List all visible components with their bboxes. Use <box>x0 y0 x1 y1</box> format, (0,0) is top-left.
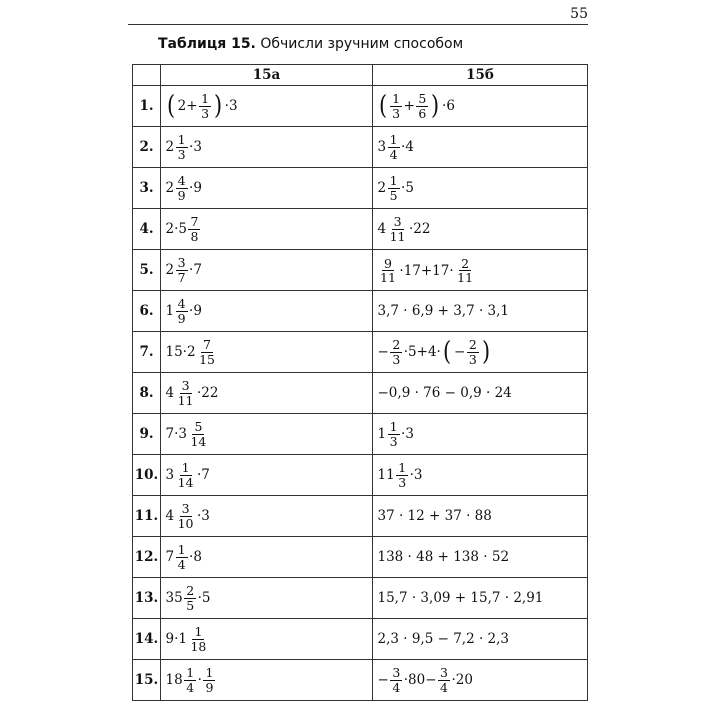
fraction-denominator: 3 <box>468 351 477 367</box>
row-number: 12. <box>133 537 161 578</box>
expression-text: ·3 <box>224 98 238 114</box>
parenthesis: ( <box>443 337 452 367</box>
expression-cell-15b <box>373 209 588 250</box>
fraction-denominator: 4 <box>440 679 448 695</box>
expression-text: 1 <box>165 303 175 319</box>
fraction-numerator: 4 <box>177 173 186 189</box>
math-expression <box>377 215 431 242</box>
fraction-numerator: 2 <box>468 337 477 353</box>
parenthesis: ) <box>214 91 223 121</box>
fraction-denominator: 3 <box>389 433 398 449</box>
expression-text: − <box>377 344 389 360</box>
math-expression <box>165 92 238 119</box>
expression-text: ·8 <box>189 549 202 565</box>
fraction-denominator: 4 <box>392 679 401 695</box>
expression-text: ·5 <box>197 590 211 606</box>
fraction-denominator: 3 <box>177 146 186 162</box>
expression-cell-15b <box>373 496 588 537</box>
fraction-denominator: 9 <box>205 679 214 695</box>
expression-text: ·4 <box>401 139 414 155</box>
math-expression <box>165 543 202 570</box>
expression-cell-15a <box>161 496 373 537</box>
expression-cell-15a <box>161 373 373 414</box>
fraction <box>199 92 211 119</box>
fraction <box>188 420 208 447</box>
row-number: 10. <box>133 455 161 496</box>
header-number <box>133 65 161 86</box>
fraction-denominator: 5 <box>389 187 398 203</box>
fraction-numerator: 3 <box>440 665 448 681</box>
row-number: 1. <box>133 86 161 127</box>
fraction-numerator: 2 <box>186 583 195 599</box>
fraction-denominator: 11 <box>380 270 396 285</box>
row-number: 8. <box>133 373 161 414</box>
expression-text: 2 <box>165 262 175 278</box>
fraction <box>388 174 400 201</box>
fraction <box>188 215 200 242</box>
table-row <box>133 168 588 209</box>
expression-cell-15b <box>373 414 588 455</box>
fraction <box>378 257 398 284</box>
expression-text: ·3 <box>409 467 423 483</box>
fraction <box>390 92 402 119</box>
fraction-numerator: 4 <box>177 296 186 312</box>
fraction-denominator: 9 <box>177 187 186 203</box>
fraction-numerator: 2 <box>392 337 401 353</box>
expression-cell-15a <box>161 127 373 168</box>
expression-text: 1 <box>377 426 387 442</box>
math-expression <box>377 590 544 606</box>
expression-text: 15,7 · 3,09 + 15,7 · 2,91 <box>377 590 544 606</box>
fraction-denominator: 7 <box>177 269 186 285</box>
fraction <box>176 133 188 160</box>
fraction <box>388 215 408 242</box>
row-number: 15. <box>133 660 161 701</box>
math-expression <box>377 338 492 365</box>
expression-text: 4 <box>165 508 175 524</box>
expression-text: 2 <box>165 139 175 155</box>
row-number: 11. <box>133 496 161 537</box>
math-expression <box>165 379 219 406</box>
expression-text: ·9 <box>189 303 202 319</box>
table-row <box>133 537 588 578</box>
math-expression <box>377 420 414 447</box>
expression-cell-15a <box>161 168 373 209</box>
expression-text: 2·5 <box>165 221 187 237</box>
math-expression <box>377 549 510 565</box>
math-expression <box>165 461 210 488</box>
math-expression <box>165 256 202 283</box>
math-expression <box>377 257 476 284</box>
table-header-row <box>133 65 588 86</box>
expression-cell-15b <box>373 455 588 496</box>
fraction <box>203 666 215 693</box>
table-title-label: Таблиця 15. <box>158 36 256 52</box>
row-number: 13. <box>133 578 161 619</box>
math-expression <box>165 174 202 201</box>
math-expression <box>165 420 209 447</box>
fraction-denominator: 3 <box>392 105 401 121</box>
fraction <box>438 666 450 693</box>
expression-cell-15a <box>161 619 373 660</box>
fraction-denominator: 5 <box>186 597 195 613</box>
parenthesis: ) <box>481 337 490 367</box>
fraction <box>390 666 402 693</box>
fraction-denominator: 14 <box>190 433 207 449</box>
fraction <box>176 461 196 488</box>
expression-text: 11 <box>377 467 395 483</box>
parenthesis: ( <box>167 91 176 121</box>
expression-cell-15a <box>161 578 373 619</box>
fraction <box>184 666 196 693</box>
fraction-numerator: 2 <box>461 255 470 271</box>
expression-text: 2,3 · 9,5 − 7,2 · 2,3 <box>377 631 510 647</box>
expression-text: ·3 <box>189 139 202 155</box>
math-expression <box>165 584 211 611</box>
row-number: 6. <box>133 291 161 332</box>
expression-cell-15b <box>373 250 588 291</box>
math-expression <box>165 297 202 324</box>
header-rule <box>128 24 588 25</box>
table-row <box>133 86 588 127</box>
table-title <box>158 36 463 52</box>
expression-text: ·80− <box>403 672 437 688</box>
fraction <box>176 256 188 283</box>
row-number: 4. <box>133 209 161 250</box>
expression-text: ·9 <box>189 180 202 196</box>
fraction-numerator: 1 <box>389 419 398 435</box>
math-expression <box>377 174 414 201</box>
header-15a: 15а <box>161 65 373 86</box>
fraction-denominator: 3 <box>392 351 401 367</box>
expression-text: 4 <box>165 385 175 401</box>
fraction <box>197 338 217 365</box>
expression-text: ·20 <box>451 672 473 688</box>
expression-cell-15a <box>161 537 373 578</box>
expression-text: ·5+4· <box>403 344 441 360</box>
row-number: 2. <box>133 127 161 168</box>
math-expression <box>377 666 473 693</box>
table-row <box>133 291 588 332</box>
expression-text: 4 <box>377 221 387 237</box>
math-expression <box>165 133 202 160</box>
fraction <box>188 625 208 652</box>
expression-text: −0,9 · 76 − 0,9 · 24 <box>377 385 512 401</box>
fraction-numerator: 1 <box>389 173 398 189</box>
fraction-denominator: 9 <box>177 310 186 326</box>
fraction-numerator: 1 <box>398 460 407 476</box>
expression-cell-15a <box>161 414 373 455</box>
fraction-numerator: 1 <box>392 91 401 107</box>
fraction-denominator: 4 <box>186 679 195 695</box>
fraction-numerator: 3 <box>181 378 190 394</box>
math-expression <box>165 625 209 652</box>
fraction-numerator: 1 <box>205 665 214 681</box>
expression-cell-15b <box>373 127 588 168</box>
fraction-denominator: 8 <box>190 228 199 244</box>
fraction-numerator: 5 <box>418 91 427 107</box>
expression-text: ·22 <box>197 385 219 401</box>
row-number: 14. <box>133 619 161 660</box>
table-row <box>133 619 588 660</box>
fraction-numerator: 1 <box>186 665 195 681</box>
table-row <box>133 127 588 168</box>
math-expression <box>377 508 492 524</box>
expression-text: ·6 <box>442 98 455 114</box>
expression-text: ·5 <box>401 180 414 196</box>
fraction <box>176 297 188 324</box>
table-title-text: Обчисли зручним способом <box>255 36 464 52</box>
fraction <box>176 379 196 406</box>
expression-text: − <box>377 672 389 688</box>
fraction-denominator: 11 <box>177 392 194 408</box>
fraction <box>176 543 188 570</box>
expression-text: ·7 <box>189 262 202 278</box>
fraction-numerator: 3 <box>181 501 190 517</box>
expression-text: 9·1 <box>165 631 187 647</box>
math-expression <box>377 92 455 119</box>
fraction-numerator: 1 <box>181 460 190 476</box>
expression-text: ·17+17· <box>399 262 454 279</box>
expression-text: 18 <box>165 672 183 688</box>
expression-text: 3 <box>165 467 175 483</box>
fraction-numerator: 1 <box>194 624 203 640</box>
expression-cell-15b <box>373 291 588 332</box>
expression-text: − <box>454 344 466 360</box>
expression-text: 37 · 12 + 37 · 88 <box>377 508 492 524</box>
table-body <box>133 86 588 701</box>
expression-cell-15b <box>373 373 588 414</box>
expression-cell-15a <box>161 455 373 496</box>
fraction <box>467 338 479 365</box>
math-expression <box>165 666 216 693</box>
expression-cell-15a <box>161 332 373 373</box>
expression-text: ·22 <box>409 221 431 237</box>
fraction <box>416 92 428 119</box>
fraction-numerator: 7 <box>203 337 211 353</box>
expression-cell-15a <box>161 291 373 332</box>
fraction-denominator: 4 <box>177 556 186 572</box>
fraction-numerator: 3 <box>392 665 401 681</box>
exercise-table <box>132 64 588 701</box>
fraction-denominator: 4 <box>389 146 398 162</box>
expression-text: ·3 <box>197 508 210 524</box>
math-expression <box>377 303 510 319</box>
expression-cell-15b <box>373 332 588 373</box>
fraction-numerator: 1 <box>177 132 186 148</box>
math-expression <box>377 631 510 647</box>
fraction <box>176 502 196 529</box>
expression-cell-15b <box>373 619 588 660</box>
fraction <box>184 584 196 611</box>
parenthesis: ( <box>379 91 388 121</box>
fraction-numerator: 7 <box>190 214 199 230</box>
expression-text: 2 <box>165 180 175 196</box>
math-expression <box>377 385 512 401</box>
fraction-denominator: 6 <box>418 105 427 121</box>
expression-cell-15b <box>373 578 588 619</box>
expression-cell-15a <box>161 86 373 127</box>
row-number: 7. <box>133 332 161 373</box>
math-expression <box>165 338 218 365</box>
fraction-numerator: 1 <box>177 542 186 558</box>
expression-text: 35 <box>165 590 183 606</box>
expression-text: · <box>197 672 202 688</box>
fraction <box>388 420 400 447</box>
table-row <box>133 332 588 373</box>
fraction <box>390 338 402 365</box>
fraction-denominator: 11 <box>457 270 474 285</box>
fraction <box>388 133 400 160</box>
fraction-numerator: 9 <box>383 255 392 271</box>
row-number: 5. <box>133 250 161 291</box>
math-expression <box>165 502 210 529</box>
expression-text: 7·3 <box>165 426 187 442</box>
expression-cell-15b <box>373 537 588 578</box>
fraction-denominator: 11 <box>389 228 406 244</box>
fraction <box>176 174 188 201</box>
fraction-numerator: 3 <box>177 255 186 271</box>
row-number: 3. <box>133 168 161 209</box>
table-row <box>133 414 588 455</box>
math-expression <box>377 133 414 160</box>
table-row <box>133 578 588 619</box>
fraction-denominator: 15 <box>199 351 215 367</box>
fraction-numerator: 5 <box>194 419 203 435</box>
fraction-denominator: 18 <box>190 638 207 654</box>
table-row <box>133 373 588 414</box>
expression-cell-15a <box>161 209 373 250</box>
table-row <box>133 209 588 250</box>
fraction-denominator: 14 <box>177 474 194 490</box>
table-row <box>133 250 588 291</box>
fraction-denominator: 3 <box>201 105 210 121</box>
fraction-numerator: 1 <box>389 132 398 148</box>
expression-text: 3,7 · 6,9 + 3,7 · 3,1 <box>377 303 510 319</box>
expression-text: 3 <box>377 139 387 155</box>
expression-cell-15b <box>373 168 588 209</box>
table-row <box>133 496 588 537</box>
expression-cell-15a <box>161 660 373 701</box>
math-expression <box>377 461 423 488</box>
expression-text: + <box>403 98 415 114</box>
fraction <box>455 257 475 284</box>
expression-text: 2 <box>377 180 387 196</box>
table-row <box>133 455 588 496</box>
expression-text: ·7 <box>197 467 210 483</box>
expression-cell-15b <box>373 660 588 701</box>
fraction-numerator: 1 <box>201 91 210 107</box>
expression-cell-15b <box>373 86 588 127</box>
expression-text: 15·2 <box>165 344 196 360</box>
fraction-numerator: 3 <box>393 214 402 230</box>
math-expression <box>165 215 201 242</box>
fraction-denominator: 3 <box>398 474 407 490</box>
expression-text: 138 · 48 + 138 · 52 <box>377 549 510 565</box>
expression-text: 2+ <box>177 98 198 114</box>
expression-text: ·3 <box>401 426 414 442</box>
parenthesis: ) <box>431 91 440 121</box>
fraction-denominator: 10 <box>177 515 194 531</box>
expression-text: 7 <box>165 549 175 565</box>
table-row <box>133 660 588 701</box>
fraction <box>396 461 408 488</box>
row-number: 9. <box>133 414 161 455</box>
expression-cell-15a <box>161 250 373 291</box>
header-15b: 15б <box>373 65 588 86</box>
page-number: 55 <box>570 6 588 22</box>
